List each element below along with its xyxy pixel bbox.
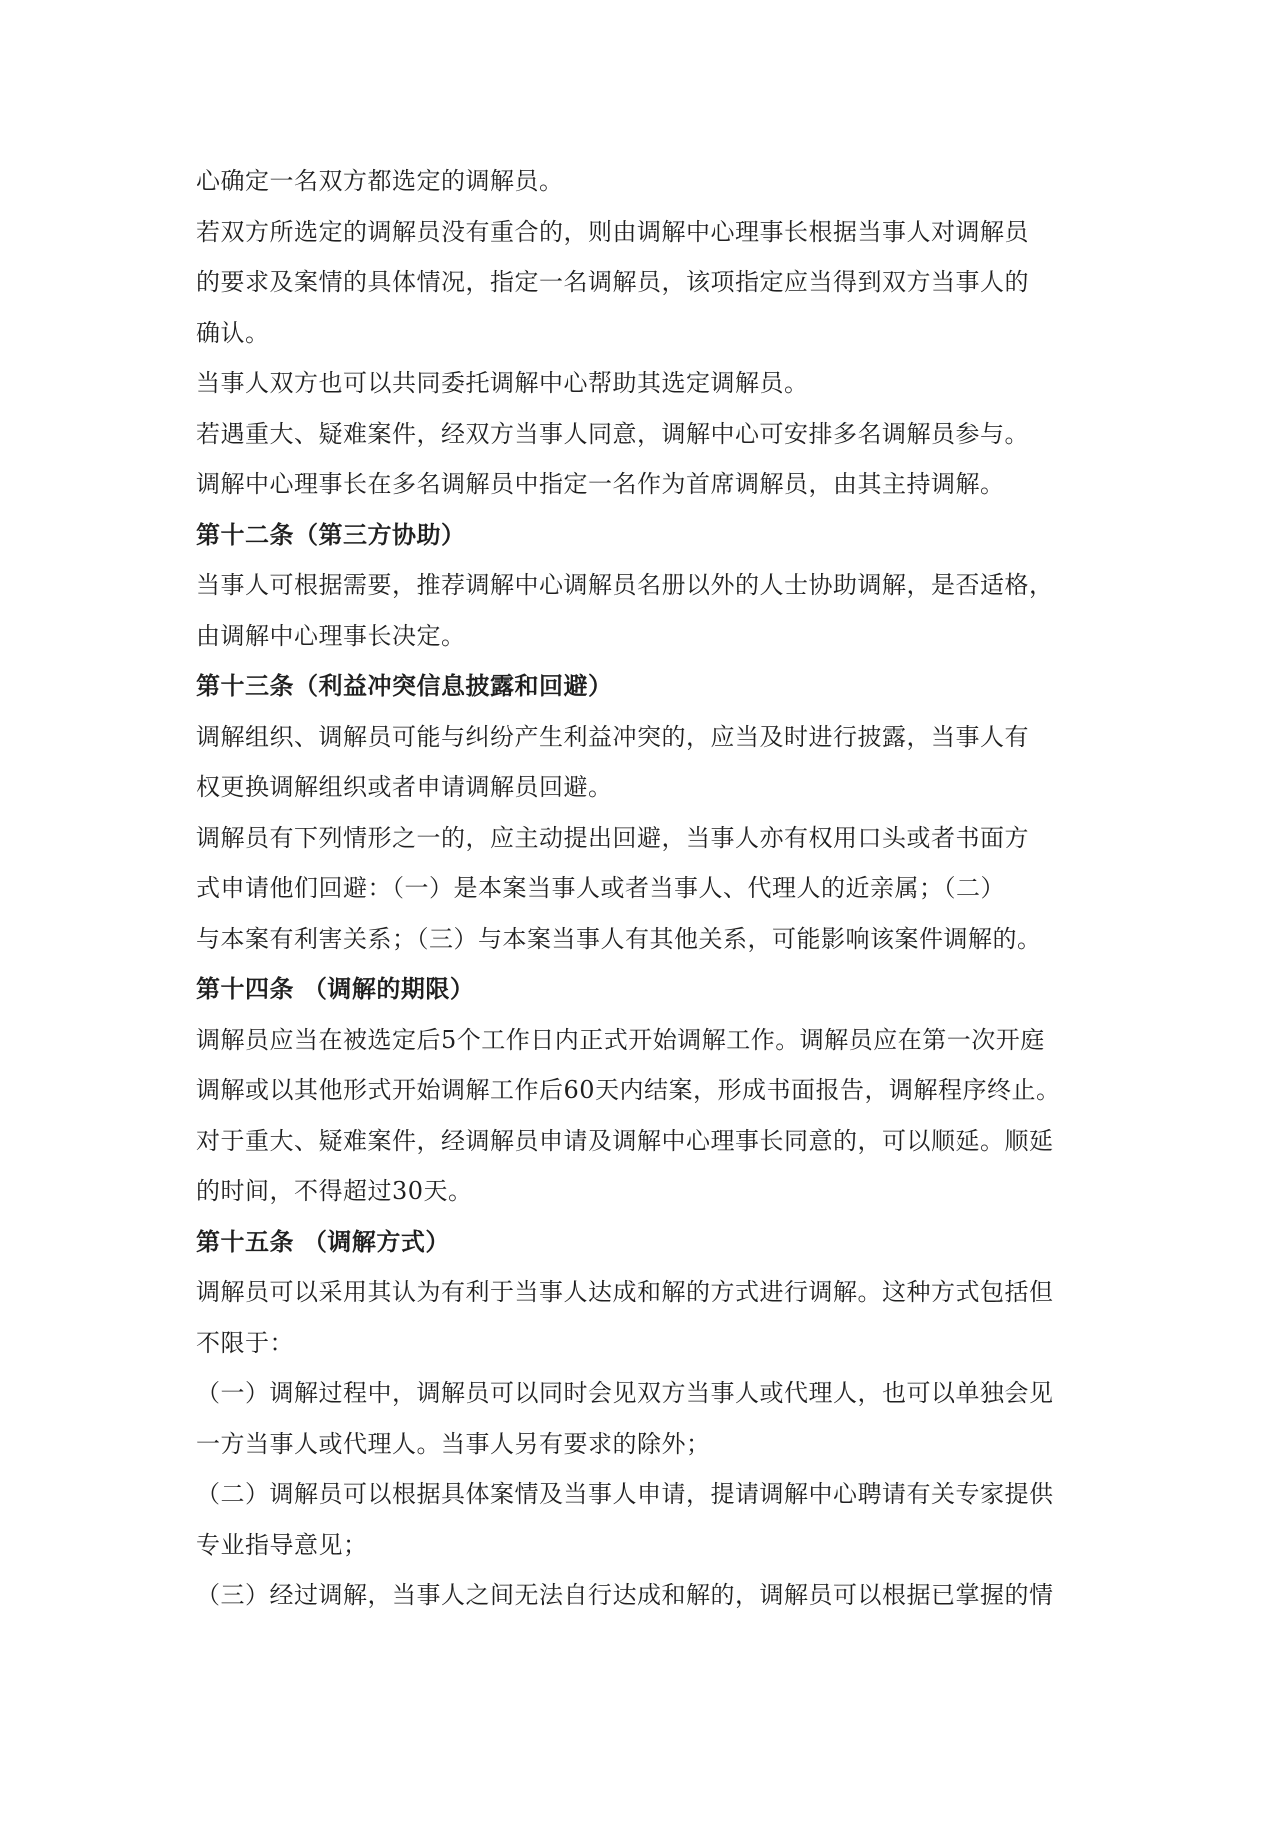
text-line: 当事人双方也可以共同委托调解中心帮助其选定调解员。 (196, 369, 809, 397)
text-line: 调解或以其他形式开始调解工作后60天内结案，形成书面报告，调解程序终止。 (196, 1076, 1061, 1104)
text-line: 的要求及案情的具体情况，指定一名调解员，该项指定应当得到双方当事人的 (196, 268, 1029, 296)
article-heading: 第十三条（利益冲突信息披露和回避） (196, 671, 613, 700)
text-line: （二）调解员可以根据具体案情及当事人申请，提请调解中心聘请有关专家提供 (196, 1480, 1054, 1508)
text-line: 不限于： (196, 1328, 294, 1357)
text-line: （三）经过调解，当事人之间无法自行达成和解的，调解员可以根据已掌握的情 (196, 1581, 1054, 1609)
text-line: 心确定一名双方都选定的调解员。 (196, 167, 564, 195)
text-line: 调解中心理事长在多名调解员中指定一名作为首席调解员，由其主持调解。 (196, 470, 1005, 498)
text-line: 一方当事人或代理人。当事人另有要求的除外； (196, 1429, 711, 1458)
article-heading: 第十五条 （调解方式） (196, 1226, 450, 1256)
text-line: 若双方所选定的调解员没有重合的，则由调解中心理事长根据当事人对调解员 (196, 217, 1029, 246)
text-line: 调解组织、调解员可能与纠纷产生利益冲突的，应当及时进行披露，当事人有 (196, 722, 1029, 751)
text-line: 的时间，不得超过30天。 (196, 1177, 473, 1205)
text-line: 调解员应当在被选定后5个工作日内正式开始调解工作。调解员应在第一次开庭 (196, 1025, 1045, 1054)
text-line: 当事人可根据需要，推荐调解中心调解员名册以外的人士协助调解，是否适格， (196, 571, 1054, 599)
text-line: 由调解中心理事长决定。 (196, 621, 466, 650)
article-heading: 第十二条（第三方协助） (196, 519, 466, 549)
text-line: 确认。 (196, 318, 270, 347)
text-line: 调解员有下列情形之一的，应主动提出回避，当事人亦有权用口头或者书面方 (196, 823, 1029, 852)
document-body (196, 156, 1106, 1621)
text-line: 若遇重大、疑难案件，经双方当事人同意，调解中心可安排多名调解员参与。 (196, 419, 1029, 448)
text-line: 权更换调解组织或者申请调解员回避。 (196, 773, 613, 801)
text-line: （一）调解过程中，调解员可以同时会见双方当事人或代理人，也可以单独会见 (196, 1379, 1054, 1407)
text-line: 式申请他们回避：（一）是本案当事人或者当事人、代理人的近亲属；（二） (196, 874, 1005, 902)
text-line: 调解员可以采用其认为有利于当事人达成和解的方式进行调解。这种方式包括但 (196, 1278, 1054, 1306)
text-line: 与本案有利害关系；（三）与本案当事人有其他关系，可能影响该案件调解的。 (196, 924, 1042, 953)
article-heading: 第十四条 （调解的期限） (196, 974, 475, 1003)
text-line: 专业指导意见； (196, 1530, 368, 1559)
text-line: 对于重大、疑难案件，经调解员申请及调解中心理事长同意的，可以顺延。顺延 (196, 1126, 1054, 1155)
